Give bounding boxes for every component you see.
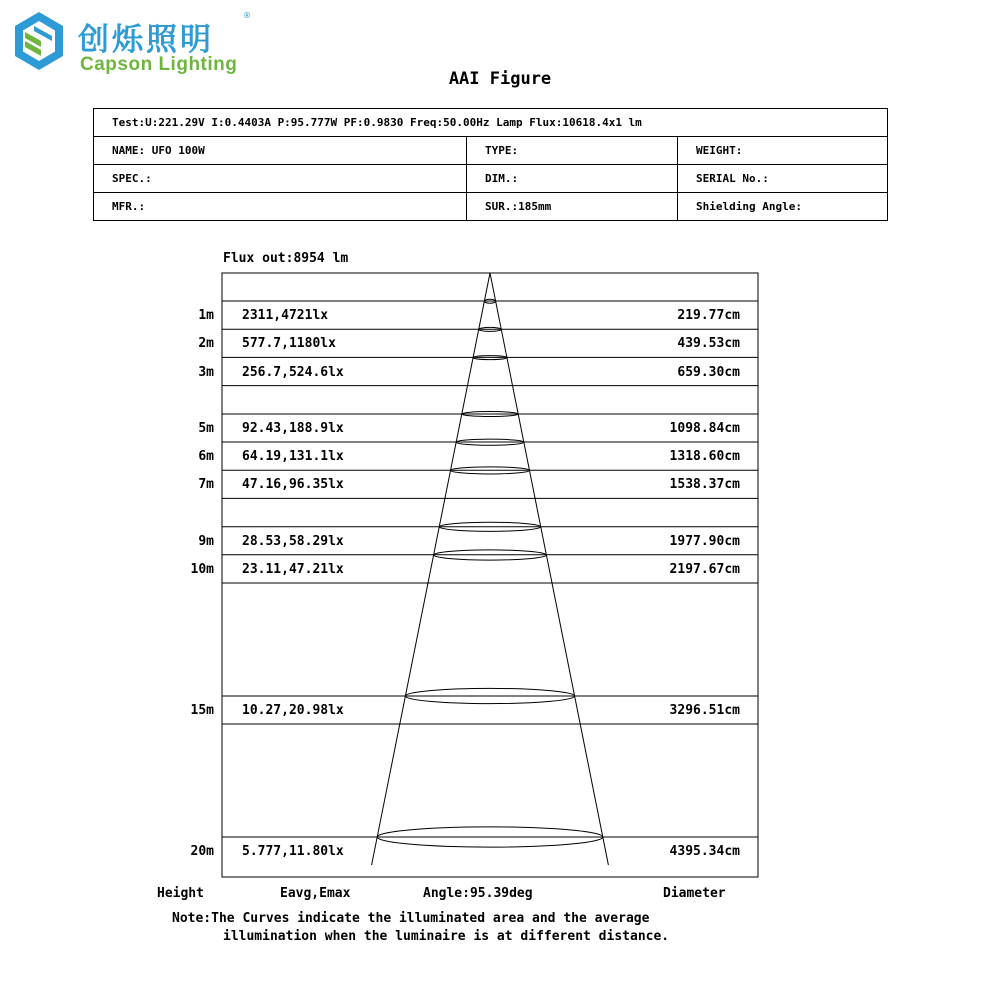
row-illuminance-value: 256.7,524.6lx: [242, 364, 344, 380]
logo-english-text: Capson Lighting: [80, 54, 238, 75]
cone-edge: [490, 273, 608, 865]
height-header: Height: [157, 886, 204, 901]
dim-cell: DIM.:: [467, 165, 678, 193]
registered-mark: ®: [243, 11, 251, 20]
row-height-label: 10m: [190, 562, 214, 577]
eavg-emax-header: Eavg,Emax: [280, 886, 351, 901]
row-illuminance-value: 23.11,47.21lx: [242, 562, 344, 577]
row-illuminance-value: 28.53,58.29lx: [242, 533, 344, 549]
row-height-label: 5m: [198, 421, 214, 436]
beam-angle-label: Angle:95.39deg: [423, 886, 533, 901]
row-diameter-value: 439.53cm: [677, 336, 740, 352]
note-line-1: Note:The Curves indicate the illuminated area and the average: [172, 911, 650, 926]
weight-cell: WEIGHT:: [678, 137, 888, 165]
sur-cell: SUR.:185mm: [467, 193, 678, 221]
spec-cell: SPEC.:: [94, 165, 467, 193]
row-diameter-value: 1538.37cm: [669, 477, 740, 493]
row-illuminance-value: 92.43,188.9lx: [242, 421, 344, 436]
cone-edge: [372, 273, 490, 865]
row-illuminance-value: 2311,4721lx: [242, 308, 329, 324]
row-height-label: 9m: [198, 533, 214, 549]
row-diameter-value: 219.77cm: [677, 308, 740, 324]
row-illuminance-value: 64.19,131.1lx: [242, 449, 344, 465]
row-diameter-value: 2197.67cm: [669, 562, 740, 577]
diameter-header: Diameter: [663, 886, 726, 901]
serial-cell: SERIAL No.:: [678, 165, 888, 193]
row-diameter-value: 659.30cm: [677, 364, 740, 380]
row-diameter-value: 4395.34cm: [669, 844, 740, 859]
flux-out-label: Flux out:8954 lm: [223, 251, 349, 266]
row-height-label: 7m: [198, 477, 214, 493]
row-height-label: 20m: [190, 844, 214, 859]
row-diameter-value: 1318.60cm: [669, 449, 740, 465]
figure-title: AAI Figure: [448, 69, 552, 89]
row-illuminance-value: 577.7,1180lx: [242, 336, 336, 352]
type-cell: TYPE:: [467, 137, 678, 165]
mfr-cell: MFR.:: [94, 193, 467, 221]
name-cell: NAME: UFO 100W: [94, 137, 467, 165]
row-illuminance-value: 47.16,96.35lx: [242, 477, 344, 493]
shielding-angle-cell: Shielding Angle:: [678, 193, 888, 221]
test-parameters: Test:U:221.29V I:0.4403A P:95.777W PF:0.9830 Freq:50.00Hz Lamp Flux:10618.4x1 lm: [94, 109, 888, 137]
row-height-label: 1m: [198, 308, 214, 324]
row-diameter-value: 1098.84cm: [669, 421, 740, 436]
row-height-label: 6m: [198, 449, 214, 465]
logo-chinese-text: 创烁照明: [78, 22, 214, 58]
row-height-label: 2m: [198, 336, 214, 352]
note-line-2: illumination when the luminaire is at different distance.: [223, 929, 670, 944]
row-height-label: 15m: [190, 703, 214, 718]
row-diameter-value: 3296.51cm: [669, 703, 740, 718]
row-height-label: 3m: [198, 364, 214, 380]
row-diameter-value: 1977.90cm: [669, 533, 740, 549]
row-illuminance-value: 10.27,20.98lx: [242, 703, 344, 718]
row-illuminance-value: 5.777,11.80lx: [242, 844, 344, 859]
